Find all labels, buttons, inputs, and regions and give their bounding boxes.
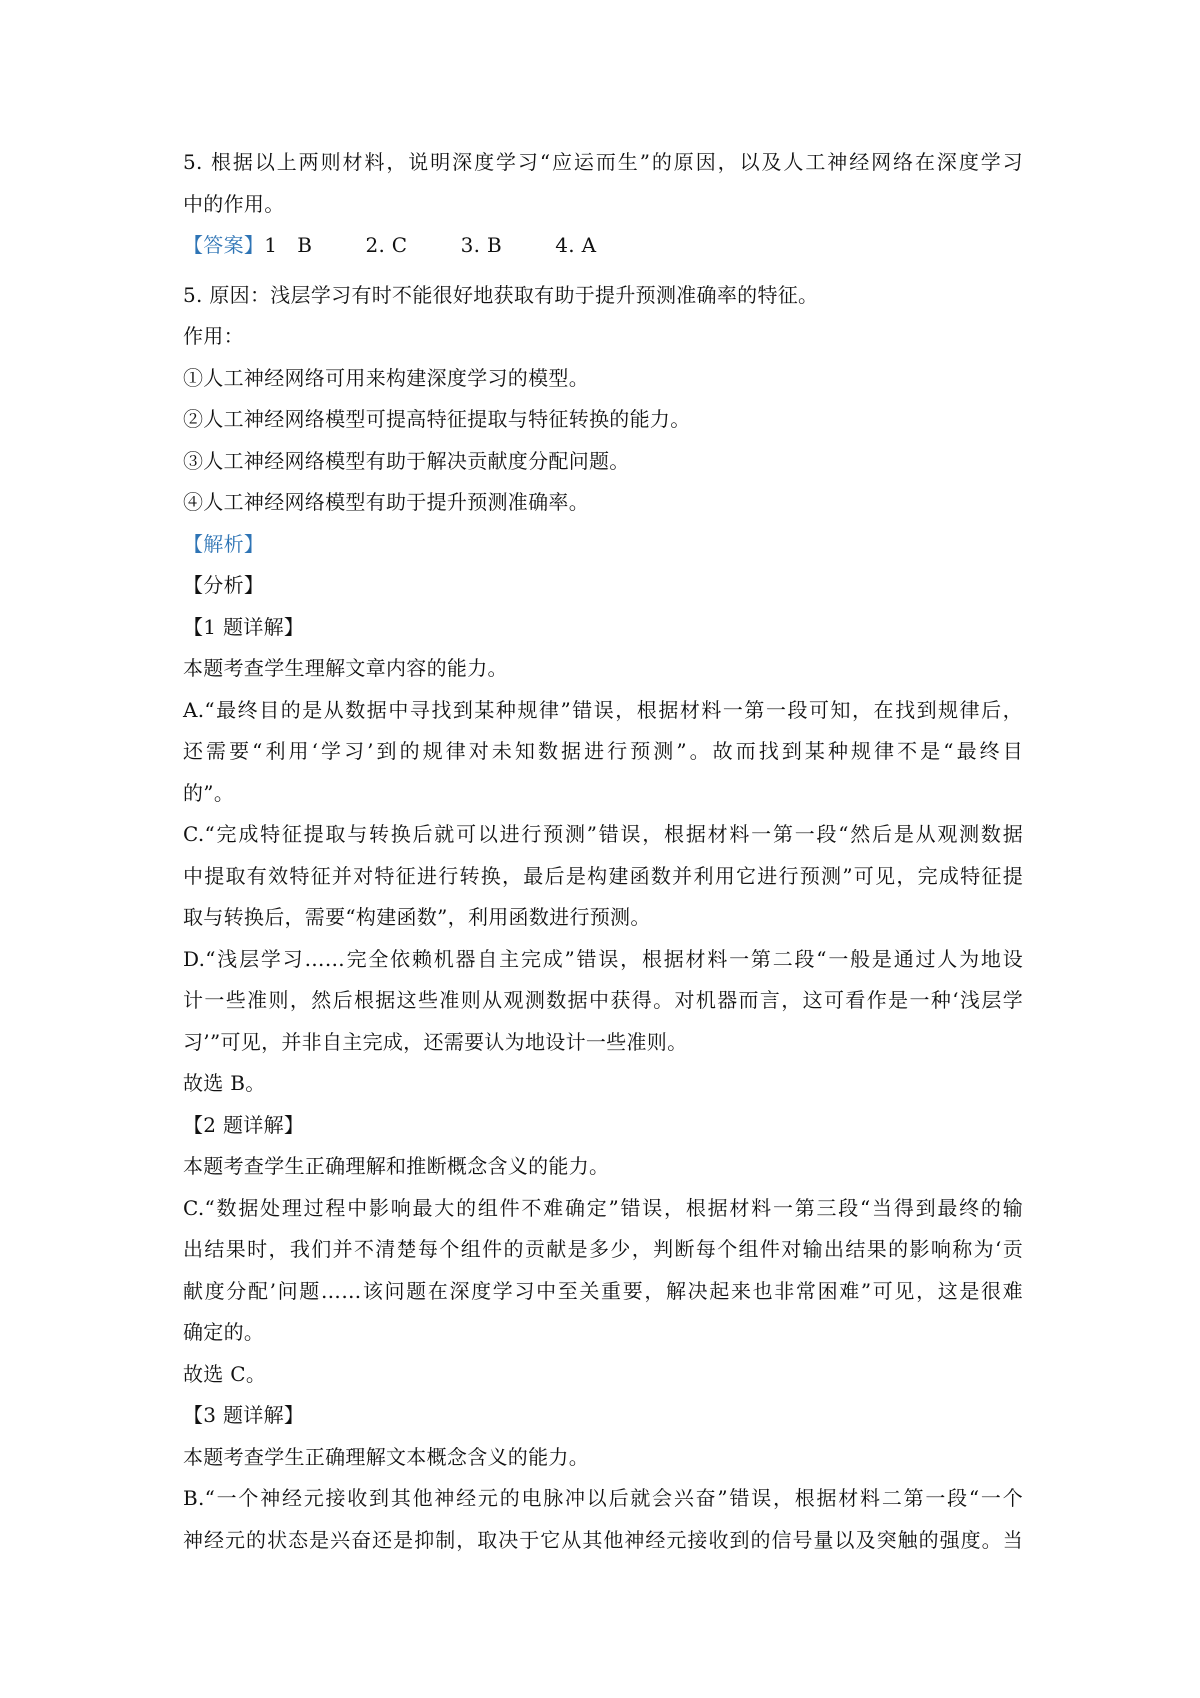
q1-option-c-line: 中提取有效特征并对特征进行转换，最后是构建函数并利用它进行预测”可见，完成特征提 xyxy=(183,863,1023,888)
q1-header: 【1 题详解】 xyxy=(183,614,305,639)
answer-choices: 1 B 2. C 3. B 4. A xyxy=(264,233,597,257)
answer-q5-reason: 5. 原因：浅层学习有时不能很好地获取有助于提升预测准确率的特征。 xyxy=(183,282,819,307)
q1-option-a-line: A.“最终目的是从数据中寻找到某种规律”错误，根据材料一第一段可知，在找到规律后， xyxy=(183,697,1023,722)
q1-option-a-line: 还需要“利用‘学习’到的规律对未知数据进行预测”。故而找到某种规律不是“最终目 xyxy=(183,739,1023,763)
q2-header: 【2 题详解】 xyxy=(183,1112,305,1137)
q1-option-c-line: C.“完成特征提取与转换后就可以进行预测”错误，根据材料一第一段“然后是从观测数据 xyxy=(183,822,1023,846)
q1-option-c-line: 取与转换后，需要“构建函数”，利用函数进行预测。 xyxy=(183,905,651,929)
q3-header: 【3 题详解】 xyxy=(183,1403,305,1427)
answer-role-item: ②人工神经网络模型可提高特征提取与特征转换的能力。 xyxy=(183,407,691,431)
q1-option-d-line: 习’”可见，并非自主完成，还需要认为地设计一些准则。 xyxy=(183,1029,688,1054)
q1-option-d-line: D.“浅层学习……完全依赖机器自主完成”错误，根据材料一第二段“一般是通过人为地设 xyxy=(183,946,1023,971)
q2-option-c-line: 献度分配’问题……该问题在深度学习中至关重要，解决起来也非常困难”可见，这是很难 xyxy=(183,1278,1023,1303)
q2-conclusion: 故选 C。 xyxy=(183,1361,267,1386)
question-5-line-2: 中的作用。 xyxy=(183,191,285,216)
analysis-tag: 【解析】 xyxy=(183,531,265,556)
answer-row xyxy=(183,225,1023,267)
q1-conclusion: 故选 B。 xyxy=(183,1071,266,1095)
q3-option-b-line: B.“一个神经元接收到其他神经元的电脉冲以后就会兴奋”错误，根据材料二第一段“一个 xyxy=(183,1486,1023,1510)
q1-intro: 本题考查学生理解文章内容的能力。 xyxy=(183,656,508,680)
q1-option-d-line: 计一些准则，然后根据这些准则从观测数据中获得。对机器而言，这可看作是一种‘浅层学 xyxy=(183,988,1023,1012)
question-5-line-1: 5. 根据以上两则材料，说明深度学习“应运而生”的原因，以及人工神经网络在深度学习 xyxy=(183,150,1023,174)
answer-role-item: ③人工神经网络模型有助于解决贡献度分配问题。 xyxy=(183,448,630,473)
answer-q5-role-label: 作用： xyxy=(183,324,244,348)
answer-role-item: ④人工神经网络模型有助于提升预测准确率。 xyxy=(183,490,589,514)
q3-option-b-line: 神经元的状态是兴奋还是抑制，取决于它从其他神经元接收到的信号量以及突触的强度。当 xyxy=(183,1527,1023,1552)
answer-tag: 【答案】 xyxy=(183,233,265,257)
q2-option-c-line: C.“数据处理过程中影响最大的组件不难确定”错误，根据材料一第三段“当得到最终的输 xyxy=(183,1195,1023,1220)
q1-option-a-line: 的”。 xyxy=(183,780,235,805)
q2-option-c-line: 出结果时，我们并不清楚每个组件的贡献是多少，判断每个组件对输出结果的影响称为‘贡 xyxy=(183,1237,1023,1261)
q3-intro: 本题考查学生正确理解文本概念含义的能力。 xyxy=(183,1444,589,1469)
spacer xyxy=(183,267,1023,275)
q2-option-c-line: 确定的。 xyxy=(183,1320,265,1344)
document-page xyxy=(183,142,1023,1561)
q2-intro: 本题考查学生正确理解和推断概念含义的能力。 xyxy=(183,1154,610,1178)
analysis-sub-tag: 【分析】 xyxy=(183,573,265,597)
answer-role-item: ①人工神经网络可用来构建深度学习的模型。 xyxy=(183,365,589,390)
